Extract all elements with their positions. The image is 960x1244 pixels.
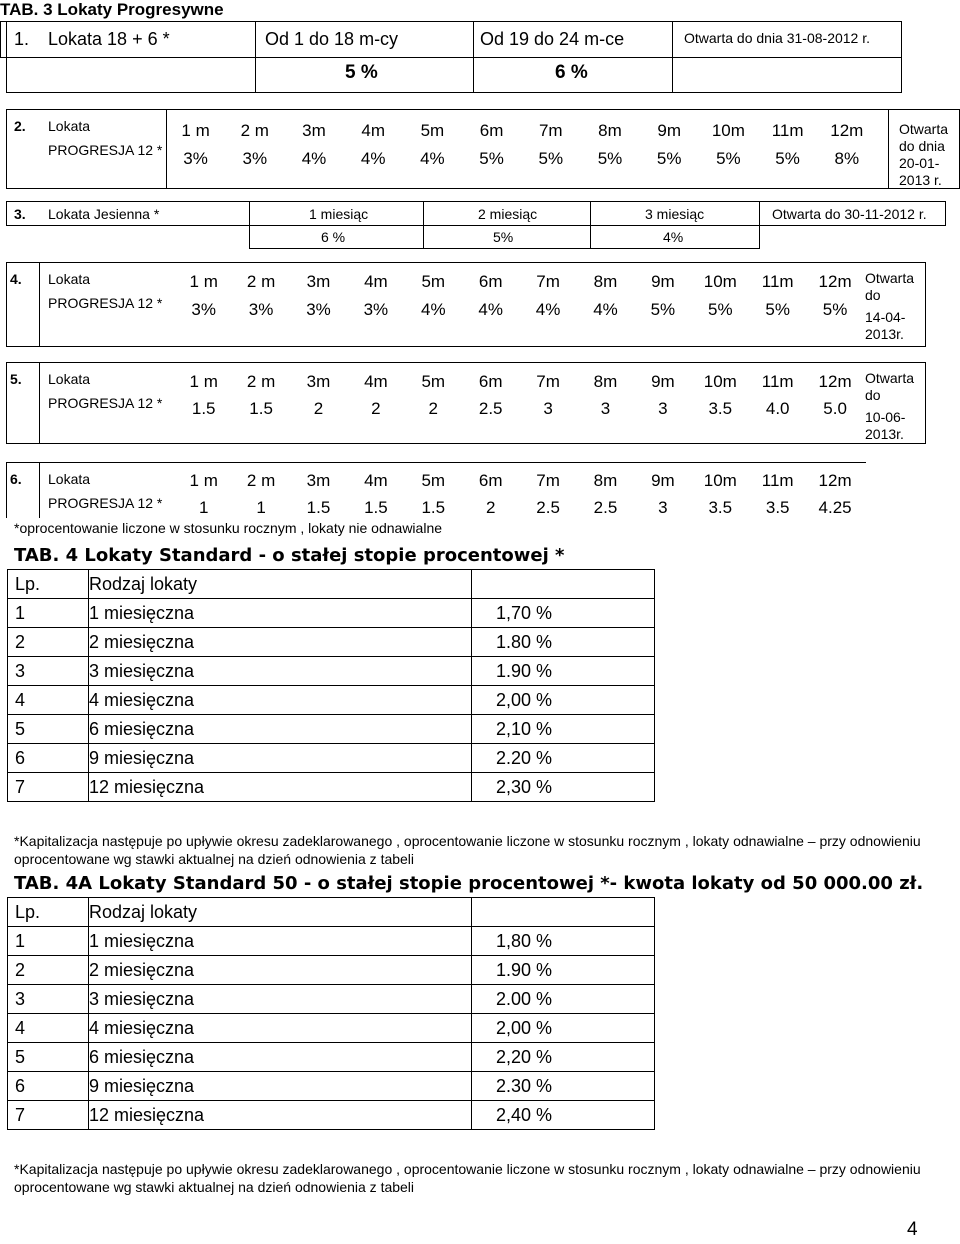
lokata-1-period-a: Od 1 do 18 m-cy [265, 29, 399, 49]
note-line: *Kapitalizacja następuje po upływie okresu zadeklarowanego , oprocentowanie liczone w stosunku rocznym , lokaty odnawialne – przy odnowieniu [14, 833, 921, 849]
note-line: oprocentowane wg stawki aktualnej na dzień odnowienia z tabeli [14, 851, 415, 867]
rate-value: 4% [420, 149, 445, 168]
table-row [8, 628, 655, 657]
month-label: 1 m [181, 121, 210, 140]
note-line: oprocentowane wg stawki aktualnej na dzień odnowienia z tabeli [14, 1179, 415, 1195]
open-line: Otwarta [865, 270, 915, 286]
month-label: 11m [761, 372, 794, 391]
month-label: 6m [478, 372, 503, 391]
rate-value: 3 [658, 498, 668, 517]
rate-value: 2 [313, 399, 324, 418]
month-label: 8m [593, 272, 618, 291]
lp-cell: Lp. [8, 570, 89, 599]
open-line: do dnia [899, 138, 945, 154]
table-row [8, 1014, 655, 1043]
lokata-3-rate-3: 4% [663, 229, 684, 245]
rate-value: 4% [478, 300, 503, 319]
lokata-2-open [899, 121, 948, 189]
table-row [8, 715, 655, 744]
tab4-title: TAB. 4 Lokaty Standard - o stałej stopie procentowej * [14, 545, 565, 566]
rate-cell: 2,10 % [472, 715, 655, 744]
note-line: *Kapitalizacja następuje po upływie okresu zadeklarowanego , oprocentowanie liczone w stosunku rocznym , lokaty odnawialne – przy odnowieniu [14, 1161, 921, 1177]
lp-cell: 2 [8, 628, 89, 657]
rate-value: 3 [658, 399, 668, 418]
month-label: 9m [651, 272, 675, 291]
rate-value: 1.5 [421, 498, 446, 517]
open-line: 2013r. [865, 326, 904, 342]
month-label: 5m [421, 372, 446, 391]
lokata-3-name: Lokata Jesienna * [48, 206, 160, 222]
month-label: 7m [536, 372, 560, 391]
lokata-1-rate-b: 6 % [555, 62, 588, 83]
rate-cell: 2,00 % [472, 686, 655, 715]
lokata-3-number: 3. [14, 206, 26, 222]
table-row [8, 956, 655, 985]
rate-value: 3% [306, 300, 331, 319]
month-label: 7m [538, 121, 563, 140]
lokata-5-block [0, 362, 926, 444]
month-label: 3m [302, 121, 326, 140]
lokata-1-number: 1. [14, 29, 30, 49]
type-cell: 9 miesięczna [89, 1072, 472, 1101]
rate-value: 3.5 [765, 498, 790, 517]
rate-value: 3.5 [708, 498, 733, 517]
type-cell: 6 miesięczna [89, 715, 472, 744]
month-label: 12m [818, 471, 852, 490]
lp-cell: 7 [8, 1101, 89, 1130]
rate-value: 1 [256, 498, 266, 517]
rate-value: 5% [775, 149, 800, 168]
lp-cell: 6 [8, 744, 89, 773]
rate-value: 2 [485, 498, 496, 517]
table-row [8, 773, 655, 802]
month-label: 4m [364, 272, 388, 291]
month-label: 7m [536, 471, 560, 490]
type-cell: 9 miesięczna [89, 744, 472, 773]
rate-value: 4.25 [818, 498, 852, 517]
rate-value: 3% [363, 300, 389, 319]
lokata-1-name: Lokata 18 + 6 * [48, 29, 170, 49]
rate-value: 2.5 [478, 399, 503, 418]
lokata-3-block [0, 201, 946, 249]
rate-value: 5% [650, 300, 676, 319]
rate-value: 4% [535, 300, 561, 319]
month-label: 4m [364, 471, 388, 490]
rate-value: 3 [600, 399, 611, 418]
lokata-4-block [0, 262, 926, 347]
month-label: 3m [306, 372, 331, 391]
tab4-note [14, 832, 921, 868]
month-label: 8m [593, 471, 618, 490]
month-label: 5m [421, 471, 446, 490]
lp-cell: 5 [8, 715, 89, 744]
lokata-3-rate-1: 6 % [321, 229, 346, 245]
lp-cell: Lp. [8, 898, 89, 927]
lokata-2-subname: PROGRESJA 12 * [48, 142, 163, 158]
open-line: 2013 r. [899, 172, 942, 188]
month-label: 9m [651, 372, 675, 391]
lp-cell: 2 [8, 956, 89, 985]
month-label: 2 m [246, 372, 276, 391]
lokata-5-open [865, 370, 914, 443]
rate-value: 5% [822, 300, 848, 319]
open-line: Otwarta [865, 370, 915, 386]
rate-value: 1.5 [249, 399, 273, 418]
rate-value: 8% [834, 149, 860, 168]
rate-value: 5.0 [823, 399, 847, 418]
rate-cell: 2,30 % [472, 773, 655, 802]
month-label: 3m [306, 272, 331, 291]
lokata-3-rate-2: 5% [493, 229, 514, 245]
lp-cell: 4 [8, 686, 89, 715]
month-label: 8m [598, 121, 622, 140]
type-cell: 1 miesięczna [89, 599, 472, 628]
rate-value: 1 [198, 498, 209, 517]
lokata-2-name: Lokata [48, 118, 91, 134]
table-header-row [8, 570, 655, 599]
month-label: 10m [703, 372, 737, 391]
month-label: 12m [818, 372, 852, 391]
rate-cell: 2.30 % [472, 1072, 655, 1101]
rate-cell [472, 898, 655, 927]
lokata-4-number: 4. [10, 271, 22, 287]
tab4a-note [14, 1160, 921, 1196]
lp-cell: 6 [8, 1072, 89, 1101]
open-line: 14-04- [865, 309, 906, 325]
rate-cell: 2.00 % [472, 985, 655, 1014]
month-label: 5m [421, 272, 446, 291]
type-cell: 12 miesięczna [89, 773, 472, 802]
rate-cell [472, 570, 655, 599]
rate-value: 3 [543, 399, 553, 418]
lp-cell: 4 [8, 1014, 89, 1043]
month-label: 6m [478, 272, 503, 291]
footnote-non-renewable: *oprocentowanie liczone w stosunku rocznym , lokaty nie odnawialne [14, 520, 443, 536]
lp-cell: 1 [8, 927, 89, 956]
month-label: 6m [479, 121, 504, 140]
month-label: 2 m [246, 272, 276, 291]
rate-value: 4% [421, 300, 446, 319]
month-label: 11m [761, 272, 794, 291]
table-header-row [8, 898, 655, 927]
rate-value: 3% [248, 300, 274, 319]
rate-value: 3% [242, 149, 268, 168]
open-line: 2013r. [865, 426, 904, 442]
lokata-1-block [0, 21, 902, 93]
table-row [8, 744, 655, 773]
type-cell: 2 miesięczna [89, 628, 472, 657]
month-label: 9m [651, 471, 675, 490]
lokata-5-name: Lokata [48, 371, 91, 387]
page-number: 4 [907, 1219, 918, 1240]
type-cell: 2 miesięczna [89, 956, 472, 985]
month-label: 10m [703, 471, 737, 490]
month-label: 1 m [189, 471, 218, 490]
rate-cell: 1.80 % [472, 628, 655, 657]
lokata-6-number: 6. [10, 471, 22, 487]
month-label: 5m [420, 121, 445, 140]
rate-value: 4.0 [765, 399, 790, 418]
rate-value: 5% [708, 300, 733, 319]
rate-value: 1.5 [306, 498, 331, 517]
table-row [8, 657, 655, 686]
lp-cell: 3 [8, 985, 89, 1014]
rate-value: 1.5 [364, 498, 388, 517]
type-cell: 3 miesięczna [89, 985, 472, 1014]
table-row [8, 927, 655, 956]
rate-value: 5% [765, 300, 790, 319]
tab4a-title: TAB. 4A Lokaty Standard 50 - o stałej stopie procentowej *- kwota lokaty od 50 000.00 zł. [14, 873, 924, 894]
lp-cell: 7 [8, 773, 89, 802]
type-cell: 12 miesięczna [89, 1101, 472, 1130]
month-label: 7m [536, 272, 560, 291]
month-label: 9m [657, 121, 681, 140]
table-row [8, 1043, 655, 1072]
month-label: 12m [830, 121, 864, 140]
open-line: 20-01- [899, 155, 940, 171]
lokata-5-number: 5. [10, 371, 22, 387]
rate-value: 5% [716, 149, 741, 168]
table-row [8, 1101, 655, 1130]
lokata-2-number: 2. [14, 118, 26, 134]
month-label: 10m [703, 272, 737, 291]
rate-value: 4% [301, 149, 327, 168]
open-line: Otwarta [899, 121, 949, 137]
month-label: 1 m [189, 372, 218, 391]
rate-value: 2.5 [593, 498, 618, 517]
rate-value: 5% [479, 149, 504, 168]
lokata-5-subname: PROGRESJA 12 * [48, 395, 163, 411]
table-row [8, 686, 655, 715]
month-label: 4m [364, 372, 388, 391]
lokata-1-open-date: Otwarta do dnia 31-08-2012 r. [684, 30, 871, 46]
month-label: 4m [361, 121, 385, 140]
rate-value: 2.5 [536, 498, 560, 517]
rate-cell: 1,80 % [472, 927, 655, 956]
open-line: do [865, 287, 881, 303]
tab4-table [7, 569, 655, 802]
table-row [8, 599, 655, 628]
lokata-3-period-3: 3 miesiąc [645, 206, 705, 222]
type-cell: 1 miesięczna [89, 927, 472, 956]
lokata-1-period-b: Od 19 do 24 m-ce [480, 29, 625, 49]
lokata-6-block [0, 462, 926, 522]
month-label: 11m [761, 471, 794, 490]
lp-cell: 3 [8, 657, 89, 686]
month-label: 2 m [246, 471, 276, 490]
lokata-6-name: Lokata [48, 471, 91, 487]
rate-cell: 2,40 % [472, 1101, 655, 1130]
rate-cell: 1.90 % [472, 657, 655, 686]
lp-cell: 1 [8, 599, 89, 628]
month-label: 12m [818, 272, 852, 291]
lokata-3-open: Otwarta do 30-11-2012 r. [772, 206, 927, 222]
rate-cell: 2.20 % [472, 744, 655, 773]
month-label: 6m [478, 471, 503, 490]
rate-value: 3% [191, 300, 216, 319]
rate-cell: 1.90 % [472, 956, 655, 985]
lokata-6-subname: PROGRESJA 12 * [48, 495, 163, 511]
open-line: do [865, 387, 881, 403]
rate-value: 5% [538, 149, 564, 168]
rate-value: 3% [183, 149, 208, 168]
rate-cell: 1,70 % [472, 599, 655, 628]
lokata-4-subname: PROGRESJA 12 * [48, 295, 163, 311]
rate-value: 2 [371, 399, 381, 418]
lokata-2-block [0, 109, 960, 189]
lokata-1-rate-a: 5 % [345, 62, 378, 83]
rate-value: 1.5 [191, 399, 216, 418]
lokata-3-period-2: 2 miesiąc [478, 206, 538, 222]
rate-value: 2 [428, 399, 439, 418]
table-row [8, 1072, 655, 1101]
month-label: 8m [593, 372, 618, 391]
lokata-4-open [865, 270, 914, 343]
month-label: 1 m [189, 272, 218, 291]
type-cell: Rodzaj lokaty [89, 570, 472, 599]
tab4a-table [7, 897, 655, 1130]
type-cell: 4 miesięczna [89, 686, 472, 715]
month-label: 11m [771, 121, 804, 140]
type-cell: Rodzaj lokaty [89, 898, 472, 927]
month-label: 10m [711, 121, 745, 140]
lokata-3-period-1: 1 miesiąc [309, 206, 369, 222]
lokata-4-name: Lokata [48, 271, 91, 287]
rate-value: 3.5 [708, 399, 733, 418]
rate-value: 4% [360, 149, 386, 168]
open-line: 10-06- [865, 409, 906, 425]
rate-cell: 2,00 % [472, 1014, 655, 1043]
type-cell: 4 miesięczna [89, 1014, 472, 1043]
tab3-title: TAB. 3 Lokaty Progresywne [0, 0, 224, 19]
rate-value: 4% [593, 300, 618, 319]
rate-value: 5% [656, 149, 682, 168]
rate-value: 5% [597, 149, 623, 168]
rate-cell: 2,20 % [472, 1043, 655, 1072]
table-row [8, 985, 655, 1014]
month-label: 3m [306, 471, 331, 490]
lp-cell: 5 [8, 1043, 89, 1072]
type-cell: 6 miesięczna [89, 1043, 472, 1072]
month-label: 2 m [240, 121, 269, 140]
type-cell: 3 miesięczna [89, 657, 472, 686]
